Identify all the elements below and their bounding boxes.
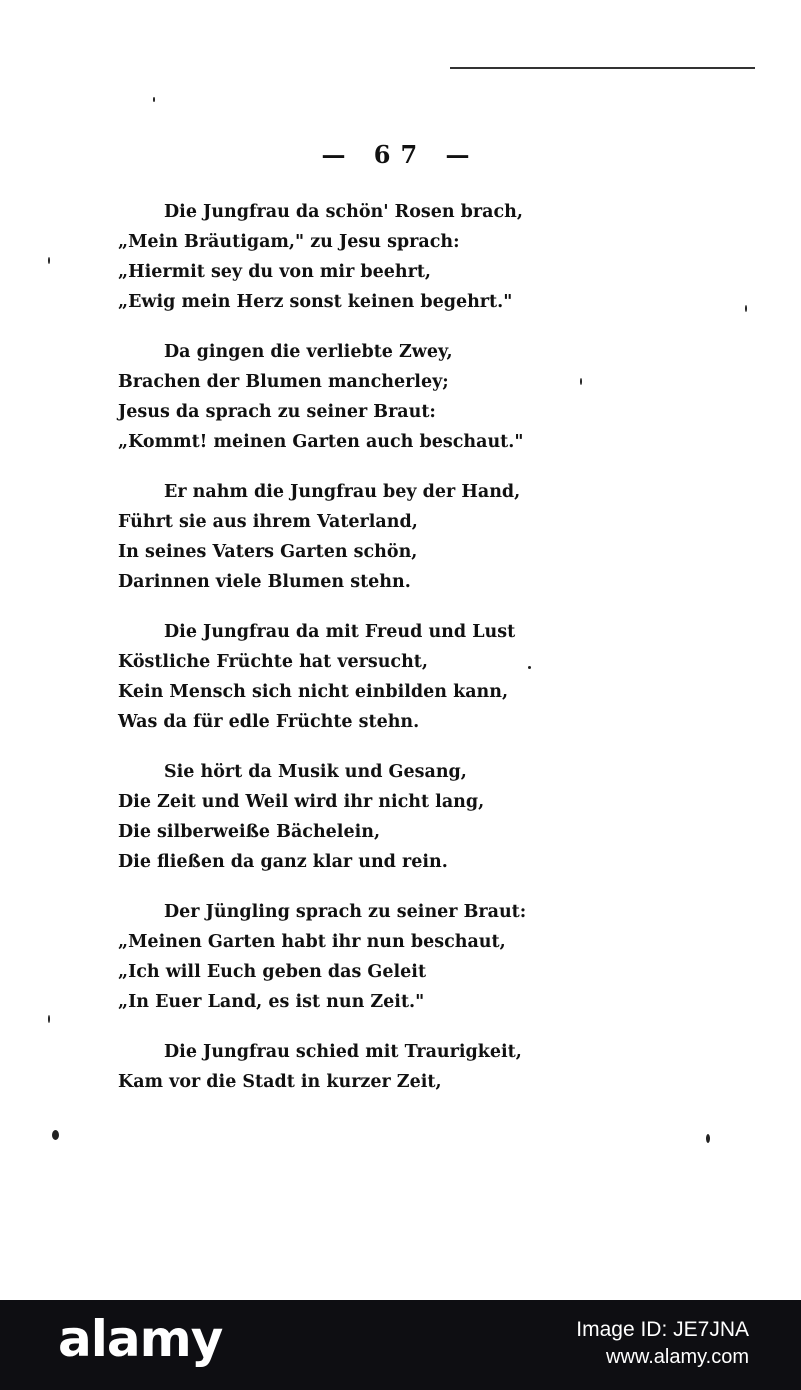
poem-line: Jesus da sprach zu seiner Braut: [118,402,436,422]
scan-speck [580,378,582,385]
poem-line: Brachen der Blumen mancherley; [118,372,449,392]
poem-line: Die Jungfrau da schön' Rosen brach, [164,202,523,222]
scan-speck [745,305,747,312]
scan-speck [52,1130,59,1140]
poem-line: „Hiermit sey du von mir beehrt, [118,262,432,282]
top-rule [450,67,755,69]
poem-line: Sie hört da Musik und Gesang, [164,762,467,782]
poem-line: Die fließen da ganz klar und rein. [118,852,448,872]
stanza-6 [118,897,538,1017]
site-url: www.alamy.com [606,1346,749,1368]
stanza-2 [118,337,538,457]
poem-line: „Ich will Euch geben das Geleit [118,962,427,982]
poem-line: In seines Vaters Garten schön, [118,542,418,562]
stanza-7 [118,1037,538,1097]
page-number: — 67 — [321,140,480,169]
poem-line: „Mein Bräutigam," zu Jesu sprach: [118,232,460,252]
poem-line: Er nahm die Jungfrau bey der Hand, [164,482,521,502]
poem-line: Darinnen viele Blumen stehn. [118,572,411,592]
stanza-5 [118,757,538,877]
poem-line: „In Euer Land, es ist nun Zeit." [118,992,425,1012]
poem-line: Da gingen die verliebte Zwey, [164,342,453,362]
image-id: Image ID: JE7JNA [576,1318,749,1341]
poem-line: Führt sie aus ihrem Vaterland, [118,512,418,532]
poem-line: Kam vor die Stadt in kurzer Zeit, [118,1072,442,1092]
scan-speck [706,1134,710,1143]
poem-line: Die silberweiße Bächelein, [118,822,381,842]
stanza-1 [118,197,538,317]
poem-line: Die Jungfrau schied mit Traurigkeit, [164,1042,522,1062]
poem-line: Die Jungfrau da mit Freud und Lust [164,622,516,642]
poem-line: Der Jüngling sprach zu seiner Braut: [164,902,527,922]
stanza-3 [118,477,538,597]
poem-line: „Kommt! meinen Garten auch beschaut." [118,432,524,452]
scan-speck [528,666,531,669]
scan-speck [48,1015,50,1023]
poem-line: Was da für edle Früchte stehn. [118,712,420,732]
poem-line: „Ewig mein Herz sonst keinen begehrt." [118,292,513,312]
poem-line: Kein Mensch sich nicht einbilden kann, [118,682,509,702]
scan-speck [153,97,155,102]
stanza-4 [118,617,538,737]
brand-logo: alamy [58,1310,223,1368]
poem-line: „Meinen Garten habt ihr nun beschaut, [118,932,506,952]
scan-speck [48,257,50,264]
poem-line: Köstliche Früchte hat versucht, [118,652,428,672]
poem-line: Die Zeit und Weil wird ihr nicht lang, [118,792,485,812]
